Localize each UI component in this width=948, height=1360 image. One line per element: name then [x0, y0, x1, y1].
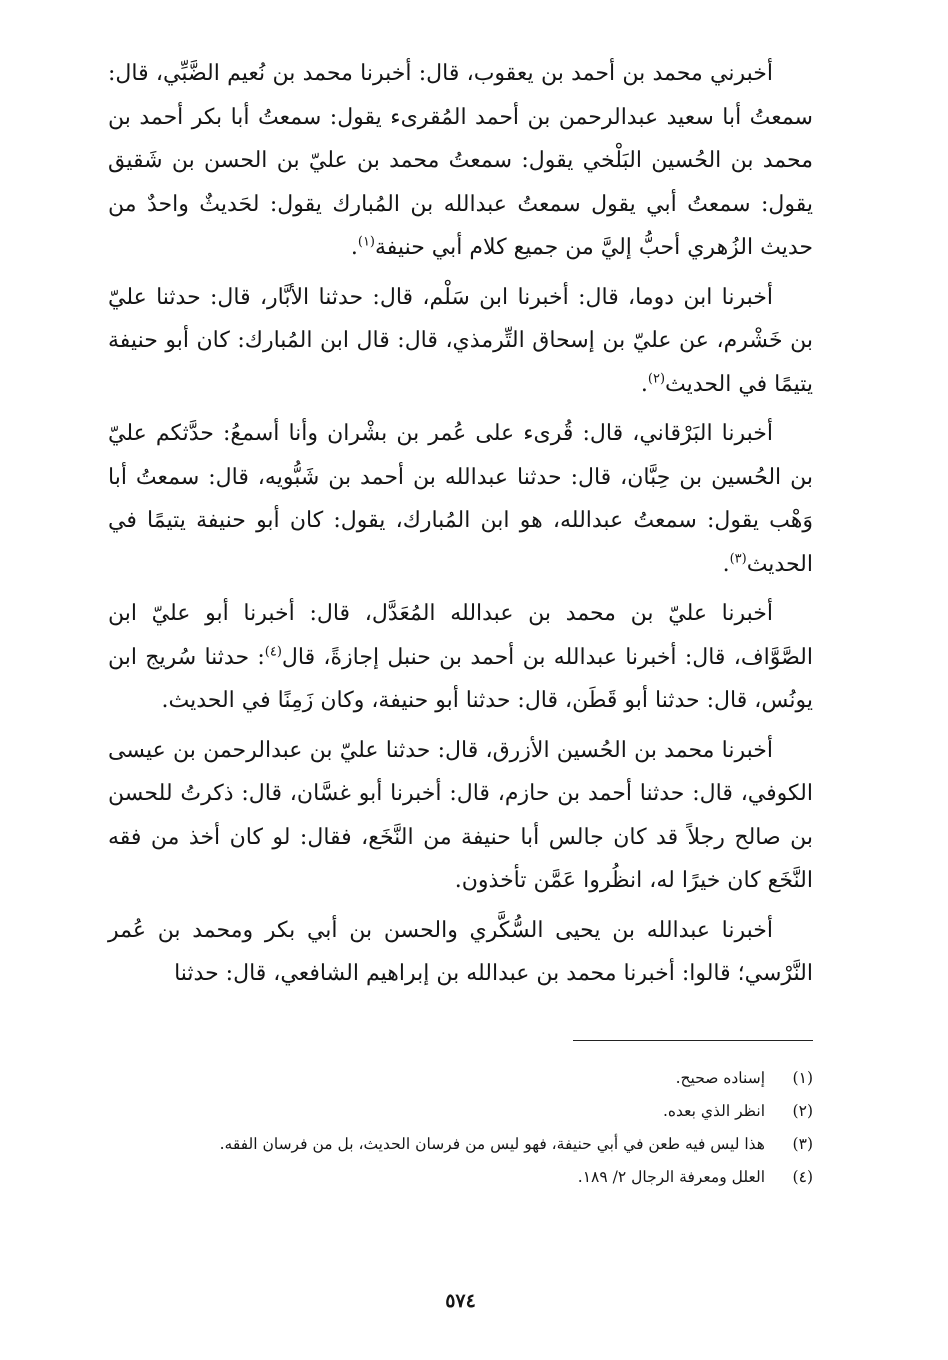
footnote-text: العلل ومعرفة الرجال ٢/ ١٨٩.: [577, 1168, 765, 1186]
footnote-number: (٤): [792, 1168, 813, 1186]
paragraph-1: أخبرني محمد بن أحمد بن يعقوب، قال: أخبرنا محمد بن نُعيم الضَّبِّي، قال: سمعتُ أبا سعيد عبدالرحمن بن أحمد المُقرىء يقول: سمعتُ أبا بكر أحمد بن محمد بن الحُسين البَلْخي يقول: سمعتُ محمد بن عليّ بن الحسن بن شَقيق يقول: سمعتُ أبي يقول سمعتُ عبدالله بن المُبارك يقول: لحَديثٌ واحدٌ من حديث الزُهري أحبُّ إليَّ من جميع كلام أبي حنيفة$^{(١)}$.: [108, 61, 813, 260]
footnotes: [108, 1062, 813, 1194]
footnote-4: [108, 1161, 813, 1194]
footnote-number: (٣): [792, 1135, 813, 1153]
paragraph-4: أخبرنا عليّ بن محمد بن عبدالله المُعَدَّل، قال: أخبرنا أبو عليّ ابن الصَّوَّاف، قال: أخبرنا عبدالله بن أحمد بن حنبل إجازةً، قال$^{(٤)}$: حدثنا سُريج ابن يونُس، قال: حدثنا أبو قَطَن، قال: حدثنا أبو حنيفة، وكان زَمِنًا في الحديث.: [108, 601, 814, 713]
footnote-ref-3: (٣): [729, 551, 747, 567]
footnote-3: [108, 1128, 813, 1161]
paragraph-6: أخبرنا عبدالله بن يحيى السُّكَّري والحسن بن أبي بكر ومحمد بن عُمر النَّرْسي؛ قالوا: أخبرنا محمد بن عبدالله بن إبراهيم الشافعي، قال: حدثنا: [108, 917, 813, 986]
footnote-text: هذا ليس فيه طعن في أبي حنيفة، فهو ليس من فرسان الحديث، بل من فرسان الفقه.: [219, 1135, 765, 1153]
footnote-2: [108, 1095, 813, 1128]
footnote-text: انظر الذي بعده.: [662, 1102, 765, 1120]
footnote-number: (١): [792, 1069, 813, 1087]
footnote-ref-4: (٤): [264, 644, 282, 660]
page-number: ٥٧٤: [445, 1290, 476, 1312]
paragraph-5: أخبرنا محمد بن الحُسين الأزرق، قال: حدثنا عليّ بن عبدالرحمن بن عيسى الكوفي، قال: حدثنا أحمد بن حازم، قال: أخبرنا أبو غسَّان، قال: ذكرتُ للحسن بن صالح رجلاً قد كان جالس أبا حنيفة من النَّخَع، فقال: لو كان أخذ من فقه النَّخَع كان خيرًا له، انظُروا عَمَّن تأخذون.: [108, 737, 813, 893]
main-text: [108, 52, 813, 996]
footnote-ref-1: (١): [357, 234, 375, 250]
footnote-1: [108, 1062, 813, 1095]
footnote-separator: [573, 1040, 813, 1041]
paragraph-3: أخبرنا البَرْقاني، قال: قُرىء على عُمر بن بشْران وأنا أسمعُ: حدَّثكم عليّ بن الحُسين بن حِبَّان، قال: حدثنا عبدالله بن أحمد بن شَبُّويه، قال: سمعتُ أبا وَهْب يقول: سمعتُ عبدالله، هو ابن المُبارك، يقول: كان أبو حنيفة يتيمًا في الحديث$^{(٣)}$.: [108, 421, 813, 577]
footnote-ref-2: (٢): [647, 371, 666, 387]
footnote-number: (٢): [792, 1102, 813, 1120]
paragraph-2: أخبرنا ابن دوما، قال: أخبرنا ابن سَلْم، قال: حدثنا الأبَّار، قال: حدثنا عليّ بن خَشْرم، عن عليّ بن إسحاق التِّرمذي، قال: قال ابن المُبارك: كان أبو حنيفة يتيمًا في الحديث$^{(٢)}$.: [108, 284, 813, 397]
footnote-text: إسناده صحيح.: [675, 1069, 765, 1087]
book-page: [108, 52, 813, 1342]
